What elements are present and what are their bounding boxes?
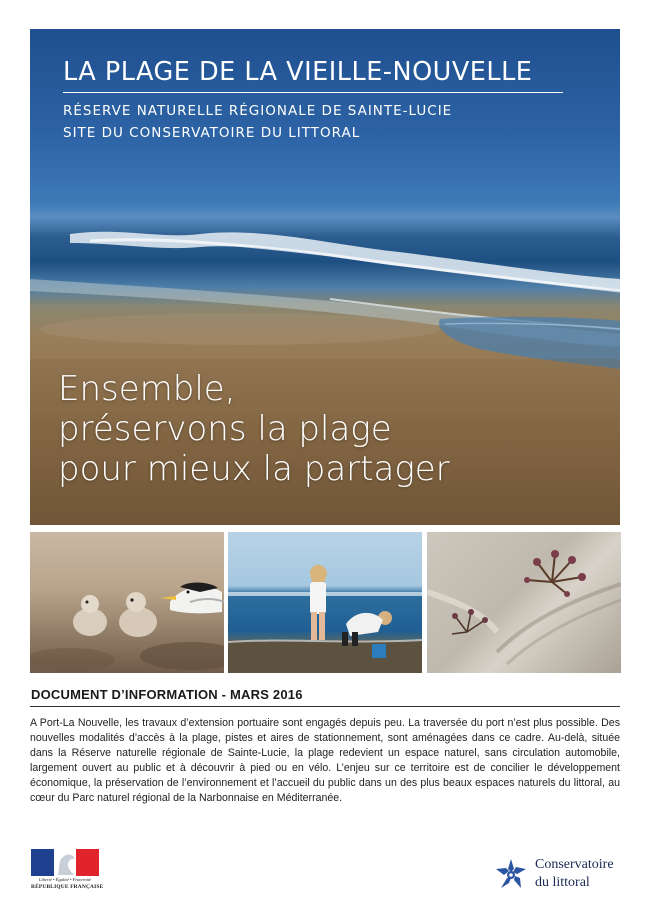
conservatoire-name-line1: Conservatoire: [535, 857, 614, 872]
dune-illustration: [427, 532, 621, 673]
heading-divider: [30, 706, 620, 707]
photo-chicks-and-tern: [30, 532, 224, 673]
title-divider: [63, 92, 563, 93]
conservatoire-star-icon: [493, 857, 529, 893]
slogan: [58, 369, 450, 489]
republique-francaise-logo: [31, 849, 104, 894]
page-title: LA PLAGE DE LA VIEILLE-NOUVELLE: [63, 57, 533, 87]
republique-name: RÉPUBLIQUE FRANÇAISE: [31, 884, 104, 890]
flag-red: [76, 849, 99, 876]
marianne-profile-icon: [54, 849, 77, 876]
chicks-illustration: [30, 532, 224, 673]
slogan-line: préservons la plage: [58, 409, 392, 449]
document-heading: DOCUMENT D’INFORMATION - MARS 2016: [31, 687, 303, 702]
flag-white: [54, 849, 77, 876]
cover-hero-photo: [30, 29, 620, 525]
slogan-line: pour mieux la partager: [58, 449, 450, 489]
slogan-line: Ensemble,: [58, 369, 236, 409]
intro-paragraph: A Port-La Nouvelle, les travaux d’extension portuaire sont engagés depuis peu. La traversée du port n’est plus possible. Des nouvelles modalités d’accès à la plage, pistes et aires de stationnement, sont aménagées dans ce cadre. Au-delà, située dans la Réserve naturelle régionale de Sainte-Lucie, la plage redevient un espace naturel, sans circulation automobile, largement ouvert au public et à découvrir à pied ou en vélo. L’enjeu sur ce territoire est de concilier le développement économique, la préservation de l’environnement et l’accueil du public dans un des plus beaux espaces naturels du littoral, au cœur du Parc naturel régional de la Narbonnaise en Méditerranée.: [30, 717, 620, 804]
photo-dune-plants: [427, 532, 621, 673]
republique-motto: Liberté • Égalité • Fraternité: [38, 877, 92, 882]
children-illustration: [228, 532, 422, 673]
conservatoire-du-littoral-logo: [493, 855, 621, 895]
flag-blue: [31, 849, 54, 876]
photo-children-at-shore: [228, 532, 422, 673]
subtitle-conservatoire: SITE DU CONSERVATOIRE DU LITTORAL: [63, 125, 361, 141]
tricolor-flag-icon: [31, 849, 99, 876]
conservatoire-name-line2: du littoral: [535, 875, 590, 890]
subtitle-reserve: RÉSERVE NATURELLE RÉGIONALE DE SAINTE-LUCIE: [63, 103, 453, 119]
